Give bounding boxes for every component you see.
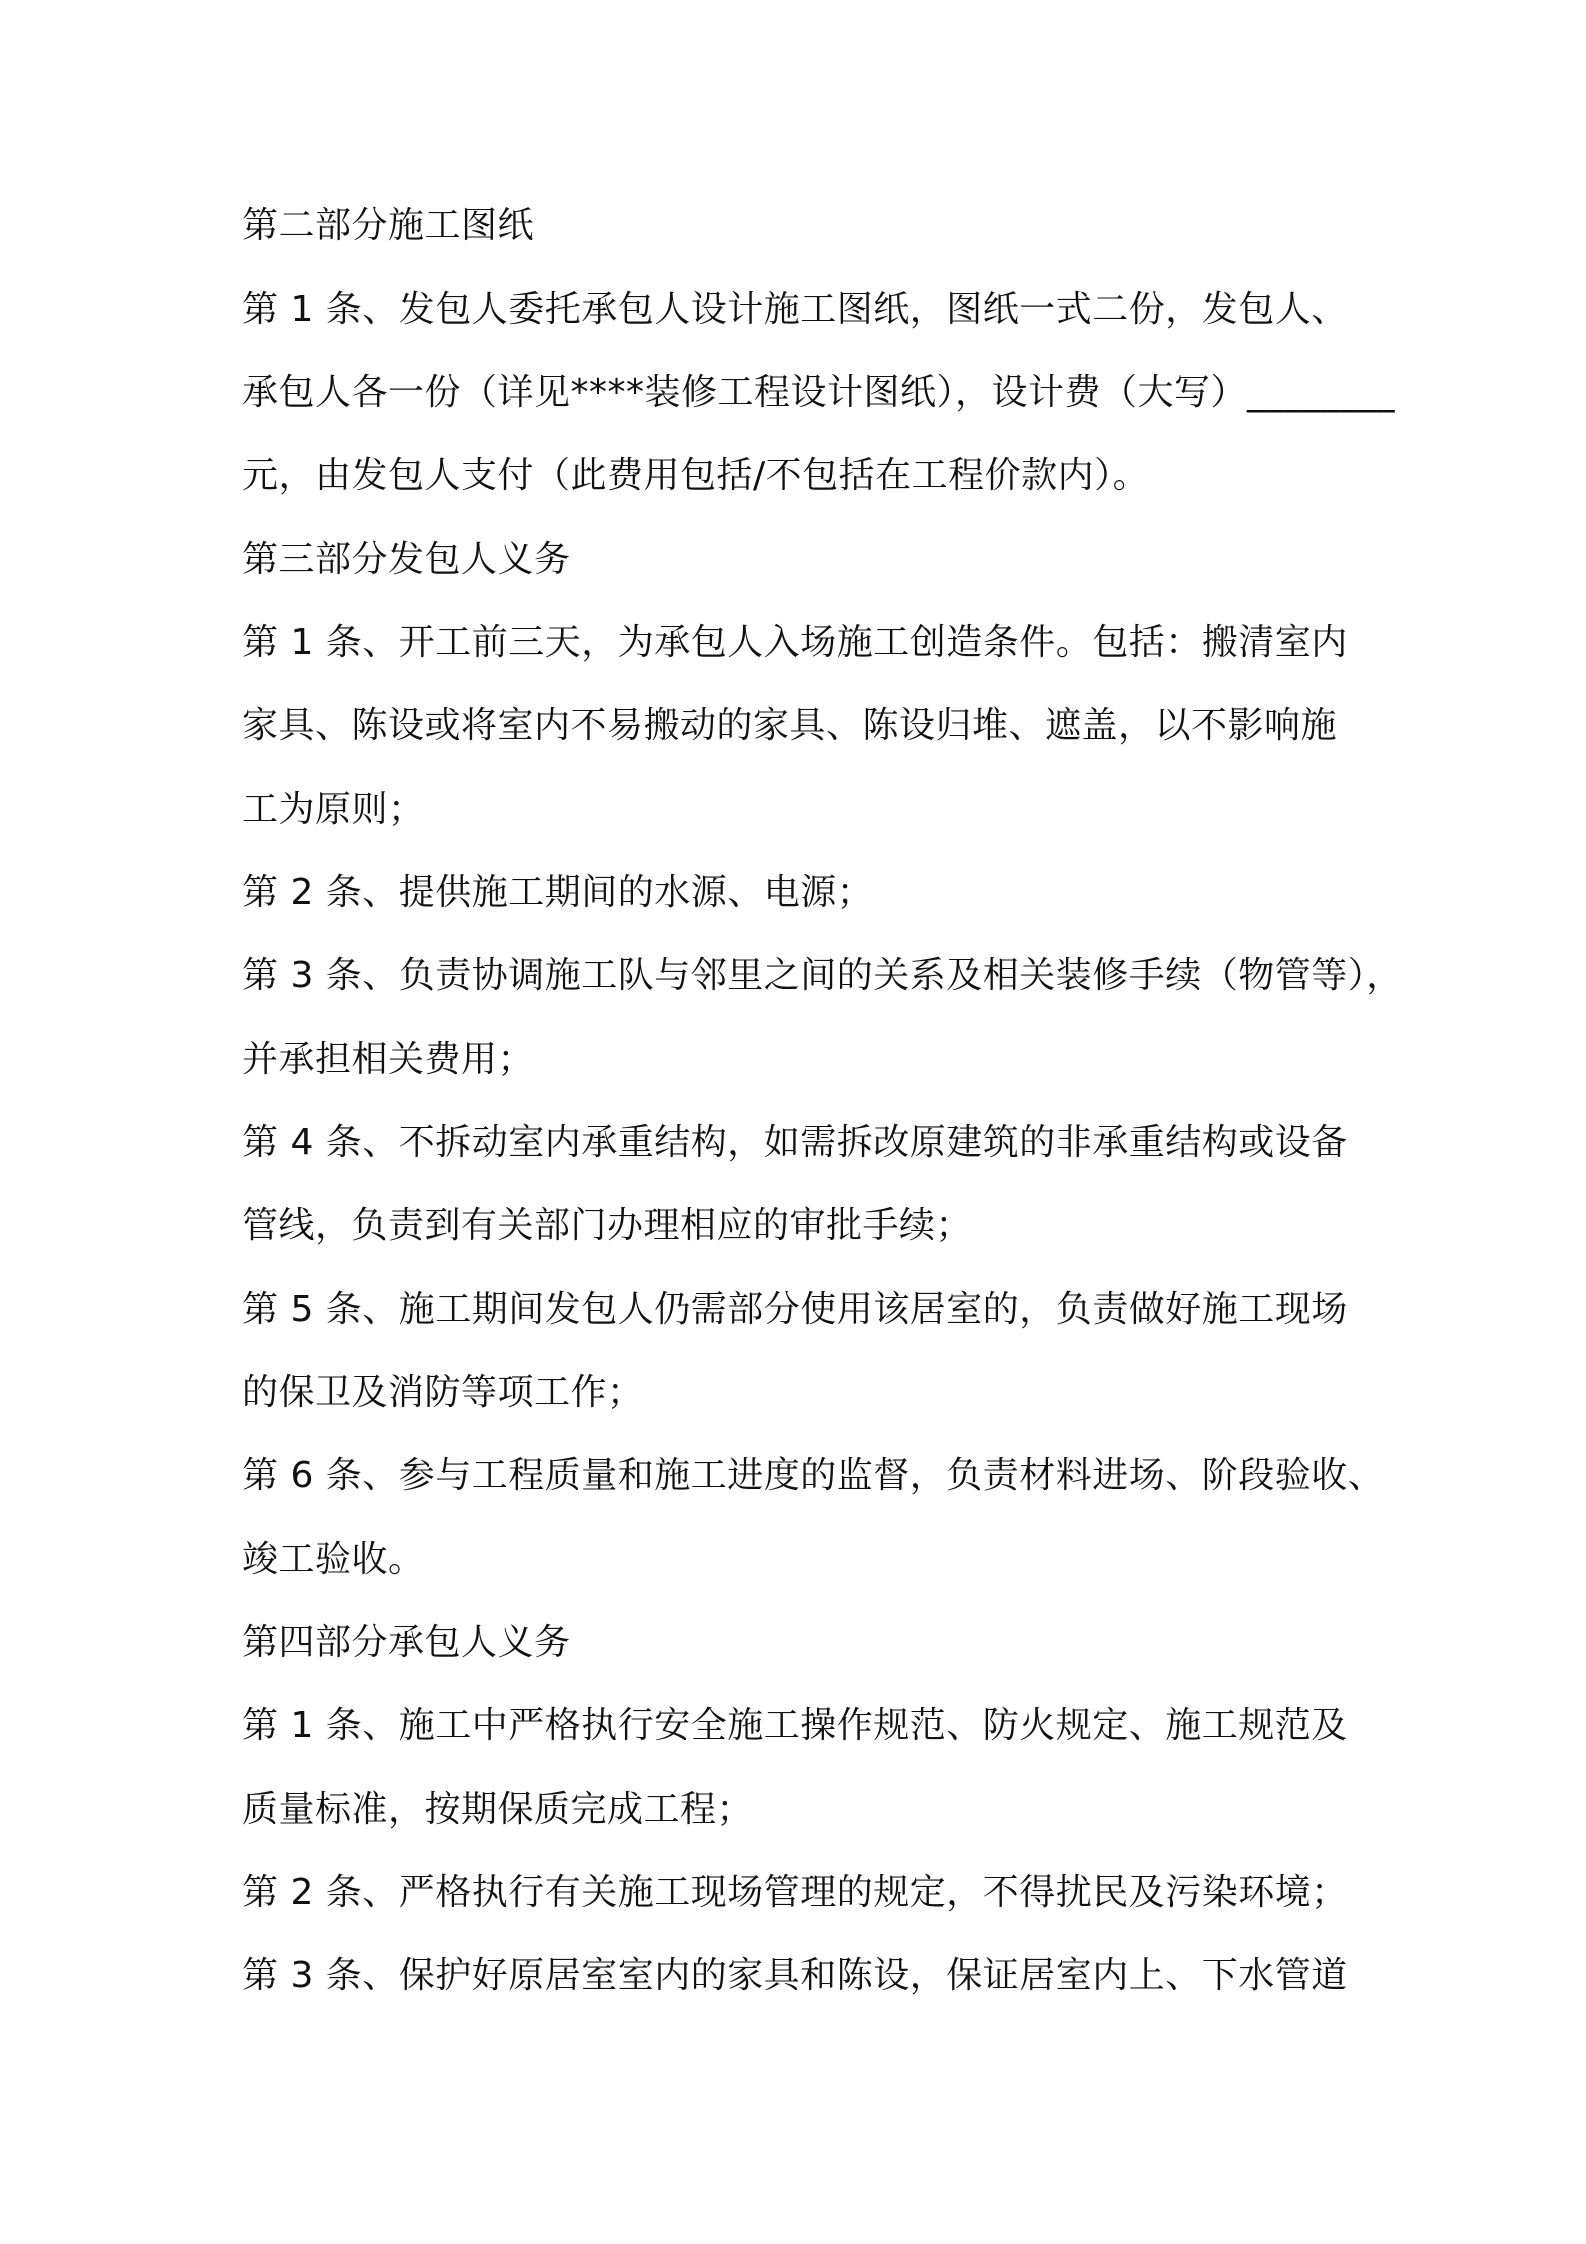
text-line: 第 3 条、负责协调施工队与邻里之间的关系及相关装修手续（物管等）， <box>242 955 1403 996</box>
section-heading-part-3: 第三部分发包人义务 <box>242 539 571 580</box>
text-line: 第 1 条、开工前三天，为承包人入场施工创造条件。包括：搬清室内 <box>242 622 1348 663</box>
text-line: 第 1 条、施工中严格执行安全施工操作规范、防火规定、施工规范及 <box>242 1705 1348 1746</box>
text-line: 第 1 条、发包人委托承包人设计施工图纸，图纸一式二份，发包人、 <box>242 289 1348 330</box>
text-line: 第 3 条、保护好原居室室内的家具和陈设，保证居室内上、下水管道 <box>242 1955 1348 1996</box>
text-line: 质量标准，按期保质完成工程； <box>242 1789 754 1830</box>
text-line: 第 5 条、施工期间发包人仍需部分使用该居室的，负责做好施工现场 <box>242 1289 1348 1330</box>
text-line: 并承担相关费用； <box>242 1039 535 1080</box>
text-line: 第 2 条、严格执行有关施工现场管理的规定，不得扰民及污染环境； <box>242 1872 1348 1913</box>
text-line: 第 6 条、参与工程质量和施工进度的监督，负责材料进场、阶段验收、 <box>242 1455 1385 1496</box>
section-heading-part-2: 第二部分施工图纸 <box>242 205 535 246</box>
text-line: 承包人各一份（详见****装修工程设计图纸），设计费（大写）________ <box>242 372 1396 413</box>
text-line: 家具、陈设或将室内不易搬动的家具、陈设归堆、遮盖，以不影响施 <box>242 705 1338 746</box>
text-line: 工为原则； <box>242 789 425 830</box>
text-line: 的保卫及消防等项工作； <box>242 1372 644 1413</box>
text-line: 竣工验收。 <box>242 1539 425 1580</box>
text-line: 管线，负责到有关部门办理相应的审批手续； <box>242 1205 973 1246</box>
text-line: 第 4 条、不拆动室内承重结构，如需拆改原建筑的非承重结构或设备 <box>242 1122 1348 1163</box>
text-line: 第 2 条、提供施工期间的水源、电源； <box>242 872 874 913</box>
text-line: 元，由发包人支付（此费用包括/不包括在工程价款内）。 <box>242 455 1150 496</box>
section-heading-part-4: 第四部分承包人义务 <box>242 1622 571 1663</box>
